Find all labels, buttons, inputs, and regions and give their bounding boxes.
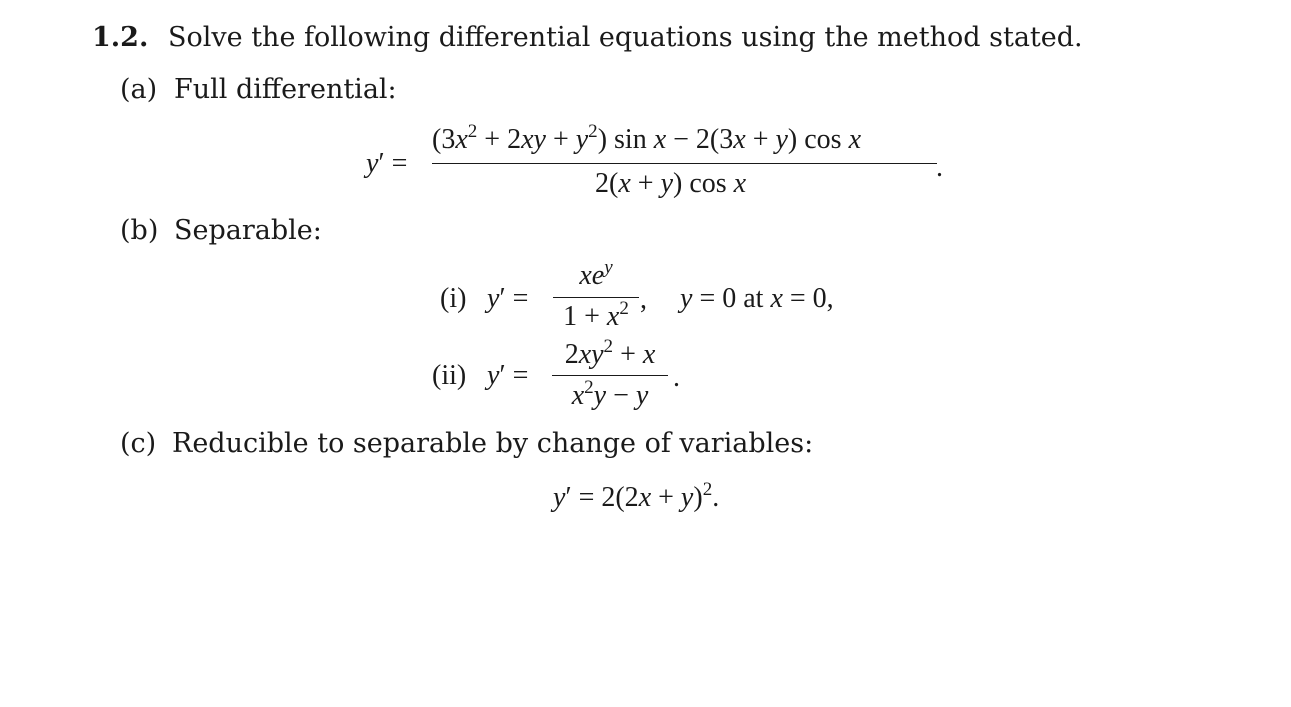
fraction-bar-b-ii: [552, 375, 668, 376]
numerator-b-ii: $2xy^2 + x$: [564, 336, 656, 370]
initial-condition: y = 0 at x = 0,: [680, 283, 834, 314]
comma-b-i: ,: [640, 284, 647, 315]
lhs-y-prime: y′ =: [487, 283, 529, 314]
numerator-a: $(3x^2 + 2xy + y^2)$ sin x − 2(3x + y) cos x: [432, 121, 862, 155]
numerator-b-i: $xe^y$: [579, 257, 613, 291]
equation-c-body: $y' = 2(2x + y)^2$.: [553, 479, 720, 513]
part-b-method: Separable:: [174, 215, 322, 246]
fraction-bar-a: [432, 163, 937, 164]
period-a: .: [936, 152, 943, 183]
part-b-label: (b): [120, 215, 159, 246]
condition-word: at: [743, 283, 764, 314]
problem-statement: Solve the following differential equations using the method stated.: [168, 22, 1083, 53]
denominator-b-i: $1 + x^2$: [563, 298, 629, 332]
part-a-method: Full differential:: [174, 74, 397, 105]
part-c-method: Reducible to separable by change of variables:: [172, 428, 814, 459]
sub-i-label: (i): [440, 283, 467, 314]
part-c-label: (c): [120, 428, 157, 459]
problem-number: 1.2.: [92, 22, 149, 53]
denominator-b-ii: $x^2y - y$: [571, 377, 649, 411]
part-a-label: (a): [120, 74, 158, 105]
period-b-ii: .: [673, 362, 680, 393]
lhs-y-prime: y′ =: [366, 148, 408, 179]
denominator-a: 2(x + y) cos x: [595, 168, 747, 199]
lhs-y-prime: y′ =: [487, 360, 529, 391]
sub-ii-label: (ii): [432, 360, 467, 391]
